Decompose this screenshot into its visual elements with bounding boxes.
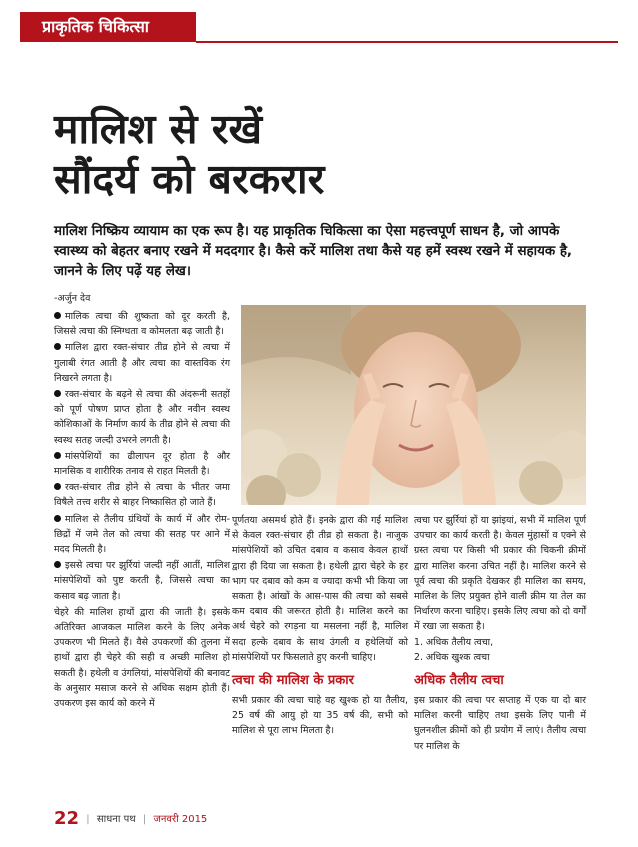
column-1 [54,309,230,712]
section-rule [196,41,618,43]
title-line-1: मालिश से रखें [54,105,263,153]
issue-date: जनवरी 2015 [153,814,208,825]
bullet-item: इससे त्वचा पर झुर्रियां जल्दी नहीं आतीं, मालिश मांसपेशियों को पुष्ट करती है, जिससे त्वचा का कसाव बढ़ जाता है। [54,560,230,602]
body-paragraph: पूर्णतया असमर्थ होते हैं। इनके द्वारा की गई मालिश से केवल रक्त-संचार ही तीव्र हो सकता है। नाजुक मांसपेशियों को उचित दबाव व कसाव केवल हाथों द्वारा ही दिया जा सकता है। हथेली द्वारा चेहरे के हर भाग पर दबाव को कम व ज्यादा कभी भी किया जा सकता है। आंखों के आस-पास की त्वचा को सबसे कम दबाव की जरूरत होती है। मालिश करने का अर्थ चेहरे को रगड़ना या मसलना नहीं है, मालिश सदा हल्के दबाव के साथ उंगली व हथेलियों को मांसपेशियों पर फिसलाते हुए करनी चाहिए। [232,515,408,663]
body-paragraph: इस प्रकार की त्वचा पर सप्ताह में एक या दो बार मालिश करनी चाहिए तथा इसके लिए पानी में घुलनशील क्रीमों को ही प्रयोग में लाएं। तैलीय त्वचा पर मालिश के [414,695,586,752]
list-item: 1. अधिक तैलीय त्वचा, [414,636,494,648]
column-3 [414,513,586,754]
bullet-item: मालिश से तैलीय ग्रंथियों के कार्य में और रोम-छिद्रों में जमे तेल को त्वचा की सतह पर आने में मदद मिलती है। [54,513,230,556]
body-paragraph: चेहरे की मालिश हाथों द्वारा की जाती है। इसके अतिरिक्त आजकल मालिश करने के लिए अनेक उपकरण भी मिलते हैं। वैसे उपकरणों की तुलना में हाथों द्वारा ही चेहरे की सही व अच्छी मालिश हो सकती है। हथेली व उंगलियां, मांसपेशियों की बनावट के अनुसार मसाज करने से अधिक सक्षम होती हैं। उपकरण इस कार्य को करने में [54,606,230,710]
page-number: 22 [54,808,80,829]
bullet-icon [54,515,61,522]
author-byline: -अर्जुन देव [54,293,91,304]
body-paragraph: त्वचा पर झुर्रियां हों या झांइयां, सभी में मालिश पूर्ण उपचार का कार्य करती है। केवल मुंहासों व एक्ने से ग्रस्त त्वचा पर किसी भी प्रकार की चिकनी क्रीमों द्वारा मालिश करना उचित नहीं है। मालिश करने से पूर्व त्वचा की प्रकृति देखकर ही मालिश का समय, मालिश के लिए प्रयुक्त होने वाली क्रीम या तेल का निर्धारण करना चाहिए। इसके लिए त्वचा को दो वर्गों में रखा जा सकता है। [414,515,586,633]
section-label: प्राकृतिक चिकित्सा [20,12,196,42]
bullet-item: मालिश द्वारा रक्त-संचार तीव्र होने से त्वचा में गुलाबी रंगत आती है और त्वचा का वास्तविक रंग निखरने लगता है। [54,342,230,384]
title-line-2: सौंदर्य को बरकरार [54,155,325,203]
body-paragraph: सभी प्रकार की त्वचा चाहे वह खुश्क हो या तैलीय, 25 वर्ष की आयु हो या 35 वर्ष की, सभी को मालिश से पूरा लाभ मिलता है। [232,695,408,737]
list-item: 2. अधिक खुश्क त्वचा [414,651,490,663]
bullet-icon [54,483,61,490]
column-2 [232,513,408,739]
subheading: अधिक तैलीय त्वचा [414,673,504,689]
article-title [54,104,574,204]
magazine-name: साधना पथ [96,814,136,825]
bullet-icon [54,561,61,568]
bullet-item: मांसपेशियों का ढीलापन दूर होता है और मानसिक व शारीरिक तनाव से राहत मिलती है। [54,450,230,478]
facial-massage-photo [241,305,586,505]
bullet-item: रक्त-संचार के बढ़ने से त्वचा की अंदरूनी सतहों को पूर्ण पोषण प्राप्त होता है और नवीन स्वस्थ कोशिकाओं के निर्माण कार्य के तीव्र होने से त्वचा की स्वस्थ सतह जल्दी उभरने लगती है। [54,389,230,446]
footer-divider: | [142,814,147,825]
bullet-icon [54,312,61,319]
bullet-icon [54,390,61,397]
footer-divider: | [86,814,90,825]
bullet-item: रक्त-संचार तीव्र होने से त्वचा के भीतर जमा विषैले तत्त्व शरीर से बाहर निष्कासित हो जाते हैं। [54,482,230,509]
facial-massage-illustration [241,305,586,505]
bullet-item: मालिक त्वचा की शुष्कता को दूर करती है, जिससे त्वचा की स्निग्धता व कोमलता बढ़ जाती है। [54,311,230,338]
subheading: त्वचा की मालिश के प्रकार [232,673,354,689]
bullet-icon [54,343,61,350]
article-lede: मालिश निष्क्रिय व्यायाम का एक रूप है। यह प्राकृतिक चिकित्सा का ऐसा महत्त्वपूर्ण साधन है, जो आपके स्वास्थ्य को बेहतर बनाए रखने में मददगार है। कैसे करें मालिश तथा कैसे यह हमें स्वस्थ रखने में सहायक है, जानने के लिए पढ़ें यह लेख। [54,224,573,279]
bullet-icon [54,452,61,459]
page-footer [54,808,207,829]
